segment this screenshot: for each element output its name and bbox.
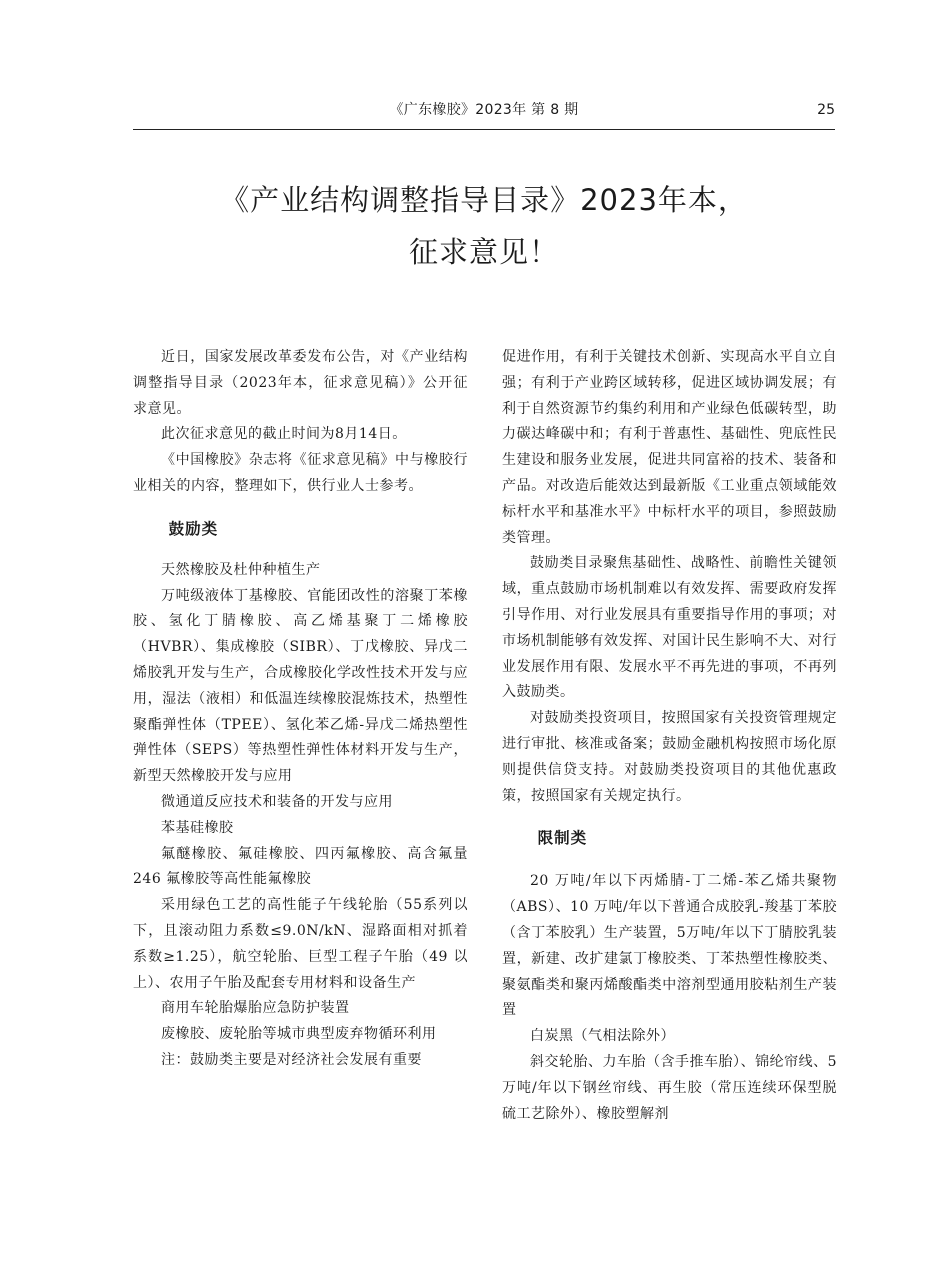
- list-item: 白炭黑（气相法除外）: [530, 1028, 675, 1045]
- page-number: 25: [817, 102, 835, 118]
- list-item: 20 万吨/年以下丙烯腈-丁二烯-苯乙烯共聚物（ABS）、10 万吨/年以下普通合成胶乳-羧基丁苯胶（含丁苯胶乳）生产装置，5万吨/年以下丁腈胶乳装置，新建、改扩建氯丁橡胶类、丁苯热塑性橡胶类、聚氨酯类和聚丙烯酸酯类中溶剂型通用胶粘剂生产装置: [502, 873, 837, 1019]
- list-item: 万吨级液体丁基橡胶、官能团改性的溶聚丁苯橡胶、氢化丁腈橡胶、高乙烯基聚丁二烯橡胶（HVBR）、集成橡胶（SIBR）、丁戊橡胶、异戊二烯胶乳开发与生产，合成橡胶化学改性技术开发与应用，湿法（液相）和低温连续橡胶混炼技术，热塑性聚酯弹性体（TPEE）、氢化苯乙烯-异戊二烯热塑性弹性体（SEPS）等热塑性弹性体材料开发与生产，新型天然橡胶开发与应用: [133, 587, 468, 785]
- list-item: 氟醚橡胶、氟硅橡胶、四丙氟橡胶、高含氟量 246 氟橡胶等高性能氟橡胶: [133, 845, 468, 888]
- body-paragraph: 鼓励类目录聚焦基础性、战略性、前瞻性关键领域，重点鼓励市场机制难以有效发挥、需要政府发挥引导作用、对行业发展具有重要指导作用的事项；对市场机制能够有效发挥、对国计民生影响不大、对行业发展作用有限、发展水平不再先进的事项，不再列入鼓励类。: [502, 555, 837, 701]
- list-item: 废橡胶、废轮胎等城市典型废弃物循环利用: [161, 1026, 437, 1043]
- intro-paragraph: 《中国橡胶》杂志将《征求意见稿》中与橡胶行业相关的内容，整理如下，供行业人士参考。: [133, 452, 468, 494]
- title-line-1: 《产业结构调整指导目录》2023年本，: [220, 183, 748, 217]
- list-item: 商用车轮胎爆胎应急防护装置: [161, 1000, 350, 1017]
- continuation-paragraph: 促进作用，有利于关键技术创新、实现高水平自立自强；有利于产业跨区域转移，促进区域协调发展；有利于自然资源节约集约利用和产业绿色低碳转型，助力碳达峰碳中和；有利于普惠性、基础性、兜底性民生建设和服务业发展，促进共同富裕的技术、装备和产品。对改造后能效达到最新版《工业重点领域能效标杆水平和基准水平》中标杆水平的项目，参照鼓励类管理。: [502, 349, 837, 546]
- list-item: 斜交轮胎、力车胎（含手推车胎）、锦纶帘线、5 万吨/年以下钢丝帘线、再生胶（常压连续环保型脱硫工艺除外）、橡胶塑解剂: [502, 1053, 837, 1122]
- list-item: 微通道反应技术和装备的开发与应用: [161, 793, 393, 810]
- note-paragraph: 注：鼓励类主要是对经济社会发展有重要: [161, 1051, 422, 1068]
- header-rule: [133, 129, 835, 130]
- journal-issue: 《广东橡胶》2023年 第 8 期: [389, 102, 579, 118]
- list-item: 苯基硅橡胶: [161, 819, 234, 836]
- section-heading-encouraged: 鼓励类: [168, 519, 219, 538]
- list-item: 采用绿色工艺的高性能子午线轮胎（55系列以下，且滚动阻力系数≤9.0N/kN、湿路面相对抓着系数≥1.25），航空轮胎、巨型工程子午胎（49 以上）、农用子午胎及配套专用材料和设备生产: [133, 897, 468, 991]
- running-header: [133, 100, 835, 124]
- body-paragraph: 对鼓励类投资项目，按照国家有关投资管理规定进行审批、核准或备案；鼓励金融机构按照市场化原则提供信贷支持。对鼓励类投资项目的其他优惠政策，按照国家有关规定执行。: [502, 710, 837, 804]
- article-title: [133, 174, 835, 278]
- intro-paragraph: 近日，国家发展改革委发布公告，对《产业结构调整指导目录（2023年本，征求意见稿）》公开征求意见。: [133, 349, 468, 417]
- section-heading-restricted: 限制类: [537, 829, 588, 848]
- left-column: [133, 345, 468, 1074]
- right-column: [502, 345, 837, 1127]
- intro-paragraph: 此次征求意见的截止时间为8月14日。: [161, 426, 407, 443]
- list-item: 天然橡胶及杜仲种植生产: [161, 561, 321, 578]
- title-line-2: 征求意见！: [408, 235, 559, 269]
